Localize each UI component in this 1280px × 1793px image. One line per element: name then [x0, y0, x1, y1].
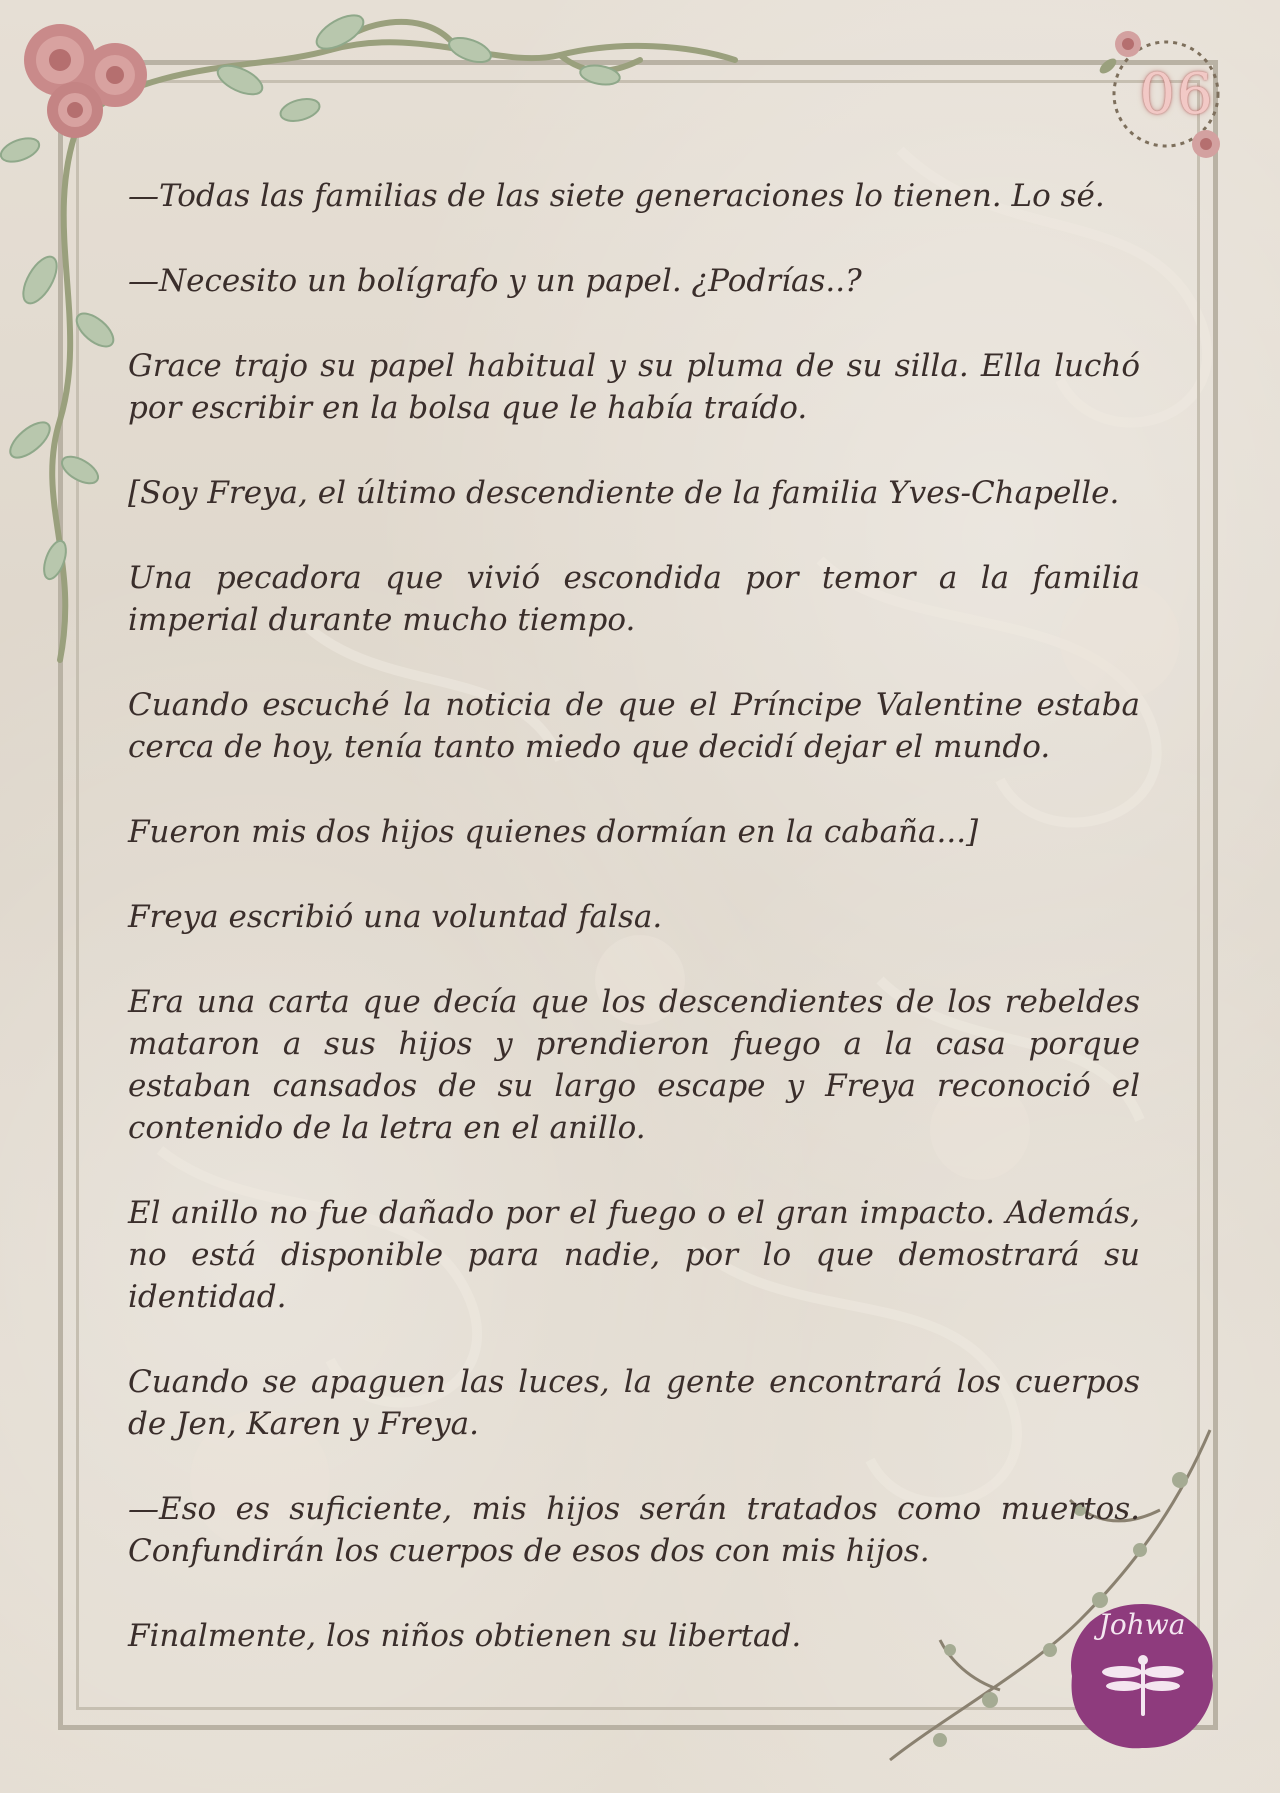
dragonfly-icon: [1098, 1652, 1188, 1722]
paragraph: Cuando se apaguen las luces, la gente encontrará los cuerpos de Jen, Karen y Freya.: [128, 1364, 1140, 1442]
paragraph: [Soy Freya, el último descendiente de la familia Yves-Chapelle.: [128, 475, 1120, 511]
paragraph: Era una carta que decía que los descendientes de los rebeldes mataron a sus hijos y prendieron fuego a la casa porque estaban cansados de su largo escape y Freya reconoció el contenido de la letra en el anillo.: [128, 984, 1140, 1146]
paragraph: Finalmente, los niños obtienen su libertad.: [128, 1618, 802, 1654]
body-text: [128, 175, 1140, 1657]
paragraph: Grace trajo su papel habitual y su pluma de su silla. Ella luchó por escribir en la bolsa que le había traído.: [128, 348, 1140, 426]
paragraph: Freya escribió una voluntad falsa.: [128, 899, 663, 935]
paragraph: El anillo no fue dañado por el fuego o el gran impacto. Además, no está disponible para nadie, por lo que demostrará su identidad.: [128, 1195, 1140, 1315]
paragraph: Una pecadora que vivió escondida por temor a la familia imperial durante mucho tiempo.: [128, 560, 1140, 638]
paragraph: Cuando escuché la noticia de que el Príncipe Valentine estaba cerca de hoy, tenía tanto miedo que decidí dejar el mundo.: [128, 687, 1140, 765]
paragraph: Fueron mis dos hijos quienes dormían en la cabaña...]: [128, 814, 979, 850]
paragraph: —Eso es suficiente, mis hijos serán tratados como muertos. Confundirán los cuerpos de esos dos con mis hijos.: [128, 1491, 1140, 1569]
logo-label: Johwa: [1098, 1608, 1186, 1641]
paragraph: —Necesito un bolígrafo y un papel. ¿Podrías..?: [128, 263, 862, 299]
page-number: 06: [1139, 62, 1215, 127]
paragraph: —Todas las familias de las siete generaciones lo tienen. Lo sé.: [128, 178, 1105, 214]
